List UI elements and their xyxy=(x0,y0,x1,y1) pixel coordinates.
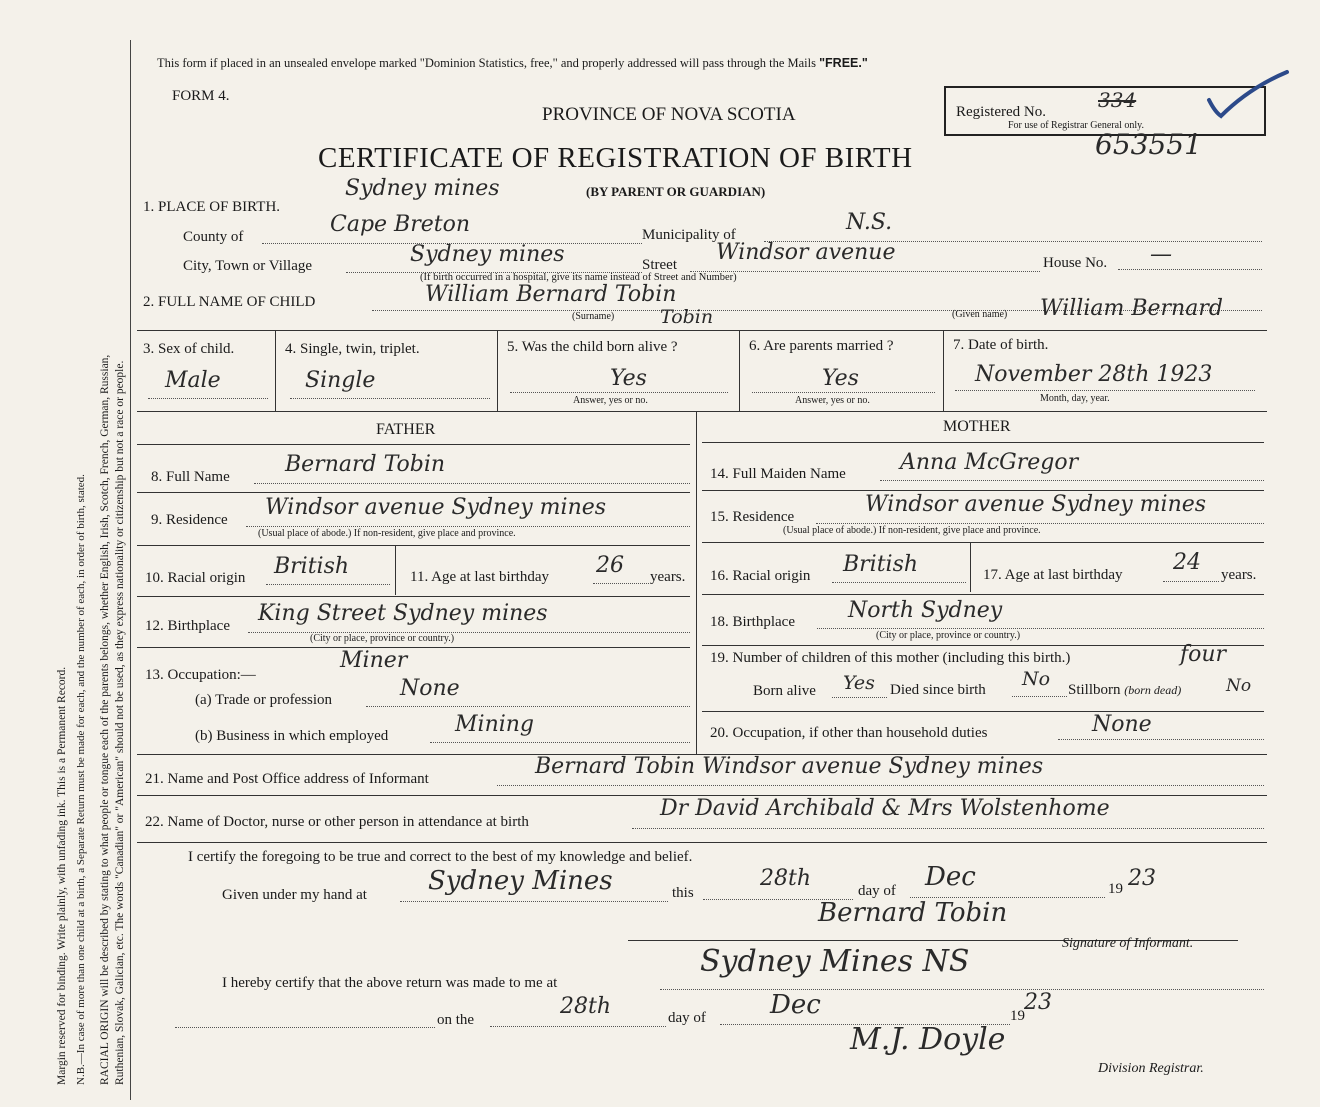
mother-residence-note: (Usual place of abode.) If non-resident, give place and province. xyxy=(783,525,1041,536)
mother-occupation-label: 20. Occupation, if other than household duties xyxy=(710,725,988,741)
registrar-signature: M.J. Doyle xyxy=(850,1022,1006,1057)
stillborn-count: No xyxy=(1226,676,1252,696)
mother-children-label: 19. Number of children of this mother (including this birth.) xyxy=(710,650,1071,666)
father-mother-divider xyxy=(696,412,697,754)
mother-occupation-value: None xyxy=(1092,712,1152,737)
born-alive-label: Born alive xyxy=(753,683,816,699)
father-age-value: 26 xyxy=(596,553,624,578)
father-racial-origin-value: British xyxy=(274,554,350,579)
father-racial-origin-label: 10. Racial origin xyxy=(145,570,246,586)
given-year-value: 23 xyxy=(1128,866,1156,891)
mother-heading: MOTHER xyxy=(943,418,1011,435)
informant-label: 21. Name and Post Office address of Informant xyxy=(145,771,429,787)
mother-birthplace-note: (City or place, province or country.) xyxy=(876,630,1021,641)
mother-residence-label: 15. Residence xyxy=(710,509,795,525)
municipality-label: Municipality of xyxy=(642,227,736,243)
surname-value: Tobin xyxy=(660,306,714,328)
surname-label: (Surname) xyxy=(572,311,615,322)
father-occupation-value: Miner xyxy=(340,648,408,673)
born-alive-hint: Answer, yes or no. xyxy=(573,395,648,406)
mother-name-label: 14. Full Maiden Name xyxy=(710,466,846,482)
margin-note-racial-words: Ruthenian, Slovak, Galician, etc. The words "Canadian" or "American" should not be used, as they express nationality or citizenship but not a race or people. xyxy=(114,360,126,1085)
father-trade-label: (a) Trade or profession xyxy=(195,692,333,708)
division-registrar-label: Division Registrar. xyxy=(1098,1061,1204,1076)
father-business-value: Mining xyxy=(455,712,535,737)
row3-top-line xyxy=(137,330,1267,331)
hospital-note: (If birth occurred in a hospital, give its name instead of Street and Number) xyxy=(420,272,737,283)
given-dayof-label: day of xyxy=(858,883,896,899)
father-birthplace-value: King Street Sydney mines xyxy=(258,601,548,626)
hereby-certify-label: I hereby certify that the above return was made to me at xyxy=(222,975,558,991)
margin-note-racial-origin: RACIAL ORIGIN will be described by stating to what people or tongue each of the parents belongs, whether English, Irish, Scotch, French, German, Russian, xyxy=(99,354,111,1085)
informant-signature-label: Signature of Informant. xyxy=(1062,936,1194,951)
given-name-value: William Bernard xyxy=(1040,296,1223,321)
place-of-birth-value: Sydney mines xyxy=(345,176,500,201)
county-label: County of xyxy=(183,229,244,245)
parents-married-hint: Answer, yes or no. xyxy=(795,395,870,406)
registered-note: For use of Registrar General only. xyxy=(1008,120,1144,131)
sex-value: Male xyxy=(165,368,221,393)
house-number-value: — xyxy=(1150,242,1172,267)
date-of-birth-hint: Month, day, year. xyxy=(1040,393,1110,404)
father-age-label: 11. Age at last birthday xyxy=(410,569,549,585)
given-under-hand-label: Given under my hand at xyxy=(222,887,367,903)
father-birthplace-label: 12. Birthplace xyxy=(145,618,230,634)
street-label: Street xyxy=(642,257,677,273)
child-name-label: 2. FULL NAME OF CHILD xyxy=(143,294,316,310)
house-number-label: House No. xyxy=(1043,255,1108,271)
registration-month-value: Dec xyxy=(770,990,821,1020)
municipality-value: N.S. xyxy=(846,210,893,235)
row3-bottom-line xyxy=(137,411,1267,412)
died-since-birth-label: Died since birth xyxy=(890,682,986,698)
father-occupation-label: 13. Occupation:— xyxy=(145,667,256,683)
mother-age-value: 24 xyxy=(1173,550,1201,575)
registration-day-value: 28th xyxy=(560,994,612,1019)
registered-label: Registered No. xyxy=(956,104,1046,120)
father-business-label: (b) Business in which employed xyxy=(195,728,389,744)
born-alive-answer: Yes xyxy=(610,366,647,391)
certify-statement: I certify the foregoing to be true and correct to the best of my knowledge and belief. xyxy=(188,849,693,865)
mail-notice-text: This form if placed in an unsealed envelope marked "Dominion Statistics, free," and properly addressed will pass through the Mails xyxy=(157,56,816,70)
form-number: FORM 4. xyxy=(172,88,230,104)
mother-birthplace-value: North Sydney xyxy=(848,598,1003,623)
born-alive-count: Yes xyxy=(843,672,875,694)
doctor-value: Dr David Archibald & Mrs Wolstenhome xyxy=(660,796,1110,821)
by-parent-note: (BY PARENT OR GUARDIAN) xyxy=(586,184,766,199)
registration-place-value: Sydney Mines NS xyxy=(700,944,970,979)
mother-years-label: years. xyxy=(1221,567,1257,583)
mother-racial-origin-label: 16. Racial origin xyxy=(710,568,811,584)
mother-age-label: 17. Age at last birthday xyxy=(983,567,1123,583)
date-of-birth-label: 7. Date of birth. xyxy=(953,337,1049,353)
place-of-birth-label: 1. PLACE OF BIRTH. xyxy=(143,199,281,215)
single-twin-label: 4. Single, twin, triplet. xyxy=(285,341,420,357)
given-name-label: (Given name) xyxy=(952,309,1008,320)
mother-name-value: Anna McGregor xyxy=(900,450,1079,475)
county-value: Cape Breton xyxy=(330,212,471,237)
province-heading: PROVINCE OF NOVA SCOTIA xyxy=(542,104,796,125)
informant-signature: Bernard Tobin xyxy=(818,898,1008,928)
this-label: this xyxy=(672,885,694,901)
doctor-label: 22. Name of Doctor, nurse or other person in attendance at birth xyxy=(145,814,529,830)
stillborn-label-text: Stillborn xyxy=(1068,682,1121,698)
given-place-value: Sydney Mines xyxy=(428,866,613,896)
margin-note-binding: Margin reserved for binding. Write plainly, with unfading ink. This is a Permanent Record. xyxy=(56,666,68,1085)
father-residence-value: Windsor avenue Sydney mines xyxy=(265,495,607,520)
stillborn-note: (born dead) xyxy=(1124,683,1182,697)
checkmark-icon xyxy=(1201,66,1291,126)
street-value: Windsor avenue xyxy=(716,240,896,265)
father-heading: FATHER xyxy=(376,421,436,438)
certificate-title: CERTIFICATE OF REGISTRATION OF BIRTH xyxy=(318,142,913,174)
mother-birthplace-label: 18. Birthplace xyxy=(710,614,795,630)
binding-margin-line xyxy=(130,40,131,1100)
child-full-name: William Bernard Tobin xyxy=(425,282,677,307)
father-name-label: 8. Full Name xyxy=(151,469,230,485)
registered-struck-number: 334 xyxy=(1098,88,1137,112)
single-twin-value: Single xyxy=(305,368,376,393)
registration-year-value: 23 xyxy=(1024,990,1052,1015)
father-residence-label: 9. Residence xyxy=(151,512,228,528)
given-month-value: Dec xyxy=(925,862,976,892)
father-trade-value: None xyxy=(400,676,460,701)
margin-note-multiple-births: N.B.—In case of more than one child at a birth, a Separate Return must be made for each, and the number of each, in order of birth, stated. xyxy=(75,474,87,1085)
registration-dayof-label: day of xyxy=(668,1010,706,1026)
city-label: City, Town or Village xyxy=(183,258,313,274)
mother-residence-value: Windsor avenue Sydney mines xyxy=(865,492,1207,517)
mother-racial-origin-value: British xyxy=(843,552,919,577)
informant-value: Bernard Tobin Windsor avenue Sydney mines xyxy=(535,754,1044,779)
mail-notice xyxy=(157,56,868,71)
parents-married-label: 6. Are parents married ? xyxy=(749,338,894,354)
registration-year-prefix: 19 xyxy=(1010,1008,1025,1024)
given-day-value: 28th xyxy=(760,866,812,891)
father-years-label: years. xyxy=(650,569,686,585)
date-of-birth-value: November 28th 1923 xyxy=(975,362,1213,387)
parents-married-answer: Yes xyxy=(822,366,859,391)
on-the-label: on the xyxy=(437,1012,475,1028)
father-birthplace-note: (City or place, province or country.) xyxy=(310,633,455,644)
died-since-birth-count: No xyxy=(1022,668,1051,690)
city-value: Sydney mines xyxy=(410,242,565,267)
father-residence-note: (Usual place of abode.) If non-resident, give place and province. xyxy=(258,528,516,539)
given-year-prefix: 19 xyxy=(1108,881,1123,897)
born-alive-question-label: 5. Was the child born alive ? xyxy=(507,339,678,355)
stillborn-label xyxy=(1068,682,1181,699)
mail-notice-free: "FREE." xyxy=(819,56,868,70)
father-name-value: Bernard Tobin xyxy=(285,452,446,477)
sex-label: 3. Sex of child. xyxy=(143,341,235,357)
registration-number: 653551 xyxy=(1095,128,1202,161)
mother-children-value: four xyxy=(1180,642,1227,667)
